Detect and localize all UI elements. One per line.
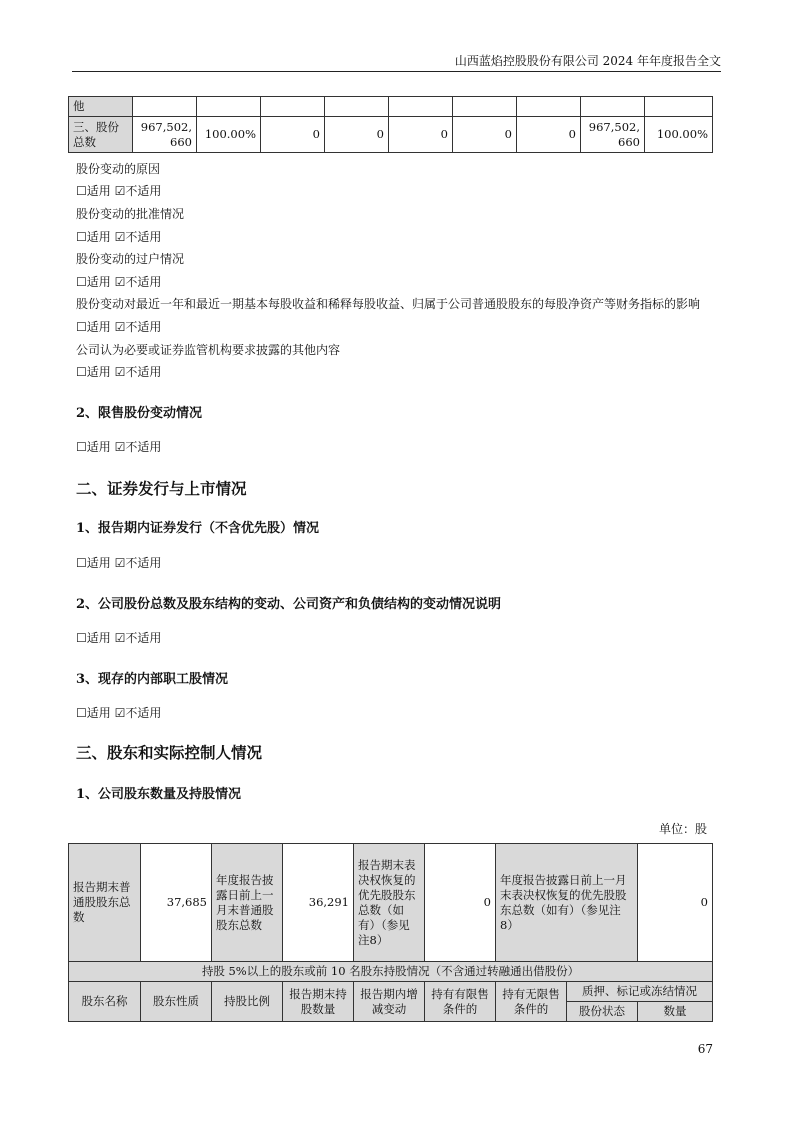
table-cell: 0 [261, 117, 325, 153]
value-cell: 0 [638, 844, 713, 962]
status-line: ☐适用 ☑不适用 [76, 230, 162, 244]
status-line: ☐适用 ☑不适用 [76, 320, 162, 334]
column-header: 数量 [638, 1002, 713, 1022]
unit-label: 单位：股 [658, 822, 707, 836]
share-change-table [68, 96, 713, 153]
status-line: ☐适用 ☑不适用 [76, 556, 162, 570]
text-line: 股份变动的批准情况 [76, 207, 185, 221]
status-line: ☐适用 ☑不适用 [76, 275, 162, 289]
table-row [69, 97, 713, 117]
table-cell: 0 [325, 117, 389, 153]
column-header: 质押、标记或冻结情况 [567, 982, 713, 1002]
page-number: 67 [697, 1042, 713, 1056]
shareholder-table [68, 843, 713, 1022]
status-line: ☐适用 ☑不适用 [76, 184, 162, 198]
row-label: 三、股份总数 [69, 117, 133, 153]
header-rule [72, 71, 721, 72]
value-cell: 0 [425, 844, 496, 962]
part-heading: 二、证券发行与上市情况 [76, 479, 247, 498]
section-heading: 2、公司股份总数及股东结构的变动、公司资产和负债结构的变动情况说明 [76, 597, 502, 612]
status-line: ☐适用 ☑不适用 [76, 631, 162, 645]
section-heading: 1、报告期内证券发行（不含优先股）情况 [76, 521, 320, 536]
table-row [69, 982, 713, 1002]
column-header: 报告期末持股数量 [283, 982, 354, 1022]
text-line: 公司认为必要或证券监管机构要求披露的其他内容 [76, 343, 341, 357]
value-cell: 37,685 [141, 844, 212, 962]
column-header: 持股比例 [212, 982, 283, 1022]
table-cell: 967,502, 660 [133, 117, 197, 153]
table-cell: 0 [453, 117, 517, 153]
column-header: 持有无限售条件的 [496, 982, 567, 1022]
text-line: 股份变动的原因 [76, 162, 161, 176]
column-header: 股份状态 [567, 1002, 638, 1022]
column-header: 股东性质 [141, 982, 212, 1022]
status-line: ☐适用 ☑不适用 [76, 365, 162, 379]
page-header: 山西蓝焰控股股份有限公司 2024 年年度报告全文 [454, 54, 721, 68]
header-cell: 报告期末表决权恢复的优先股股东总数（如有）（参见注8） [354, 844, 425, 962]
header-cell: 年度报告披露日前上一月末普通股股东总数 [212, 844, 283, 962]
header-cell: 年度报告披露日前上一月末表决权恢复的优先股股东总数（如有）（参见注8） [496, 844, 638, 962]
section-heading: 1、公司股东数量及持股情况 [76, 787, 242, 802]
table-cell: 967,502, 660 [581, 117, 645, 153]
table-cell: 100.00% [197, 117, 261, 153]
part-heading: 三、股东和实际控制人情况 [76, 743, 263, 762]
status-line: ☐适用 ☑不适用 [76, 440, 162, 454]
row-label: 他 [69, 97, 133, 117]
table-cell: 0 [517, 117, 581, 153]
status-line: ☐适用 ☑不适用 [76, 706, 162, 720]
section-heading: 3、现存的内部职工股情况 [76, 672, 229, 687]
table-cell: 0 [389, 117, 453, 153]
column-header: 股东名称 [69, 982, 141, 1022]
column-header: 报告期内增减变动 [354, 982, 425, 1022]
section-heading: 2、限售股份变动情况 [76, 406, 203, 421]
text-line: 股份变动对最近一年和最近一期基本每股收益和稀释每股收益、归属于公司普通股股东的每股净资产等财务指标的影响 [76, 297, 701, 311]
table-row [69, 844, 713, 962]
value-cell: 36,291 [283, 844, 354, 962]
text-line: 股份变动的过户情况 [76, 252, 185, 266]
table-row [69, 962, 713, 982]
table-row [69, 117, 713, 153]
table-title: 持股 5%以上的股东或前 10 名股东持股情况（不含通过转融通出借股份） [69, 962, 713, 982]
column-header: 持有有限售条件的 [425, 982, 496, 1022]
table-cell: 100.00% [645, 117, 713, 153]
header-cell: 报告期末普通股股东总数 [69, 844, 141, 962]
